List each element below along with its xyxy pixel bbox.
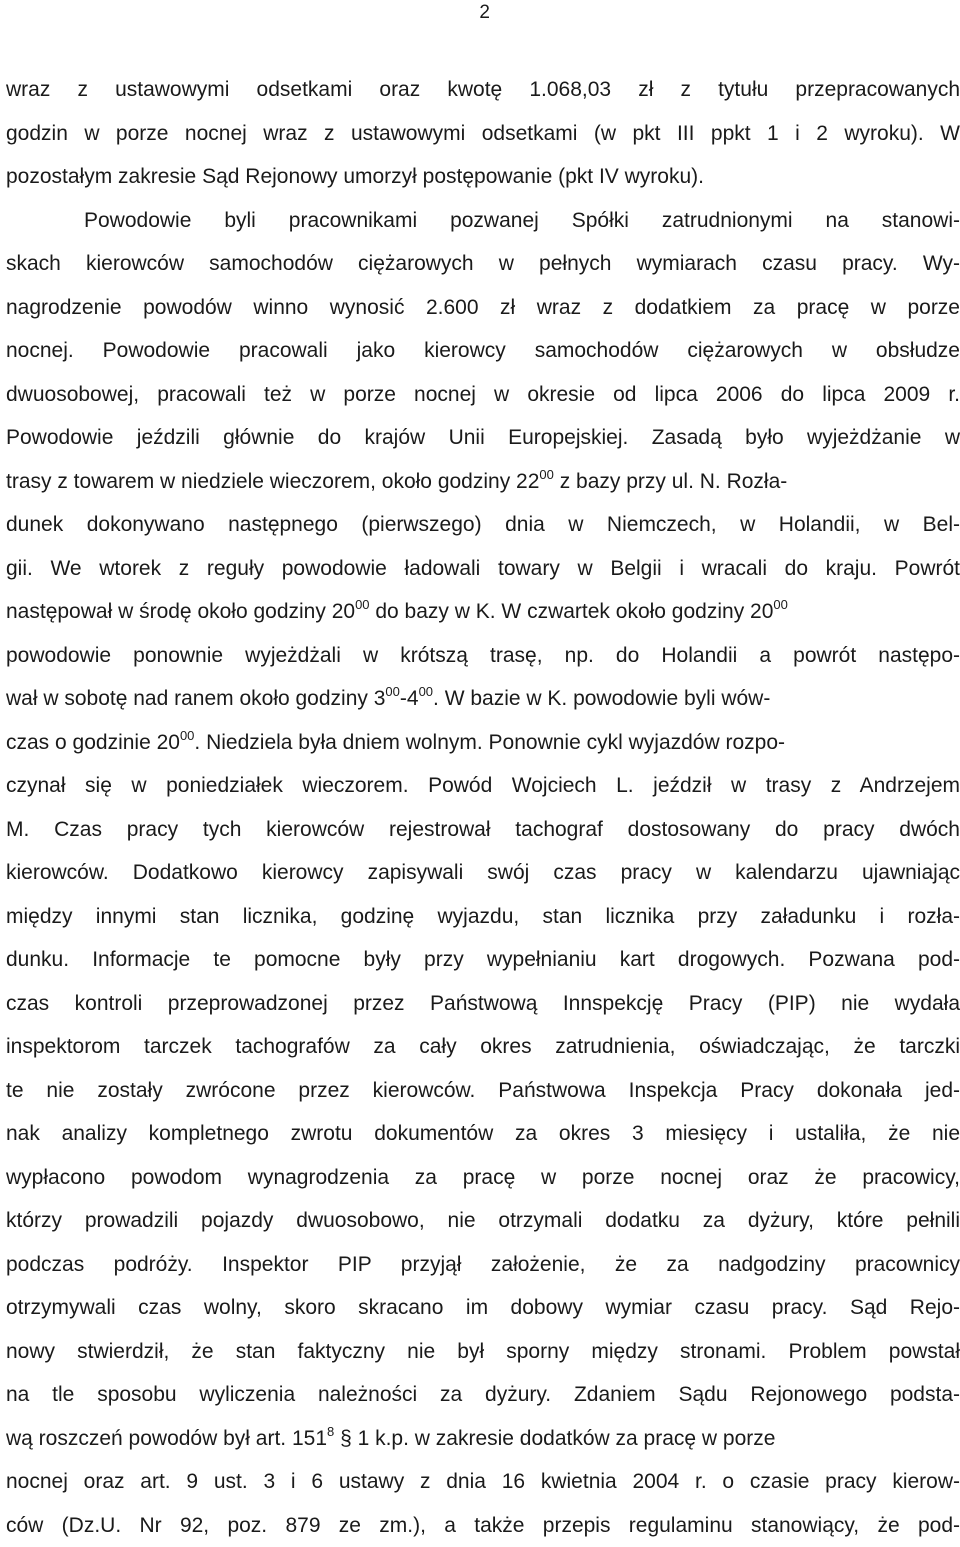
- text-line: dunek dokonywano następnego (pierwszego) dnia w Niemczech, w Holandii, w Bel-: [6, 503, 960, 547]
- text-line: pozostałym zakresie Sąd Rejonowy umorzył postępowanie (pkt IV wyroku).: [6, 155, 960, 199]
- text-segment: . W bazie w K. powodowie byli wów-: [433, 687, 770, 710]
- text-line: [6, 721, 960, 765]
- text-line: podczas podróży. Inspektor PIP przyjął założenie, że za nadgodziny pracownicy: [6, 1243, 960, 1287]
- text-line: powodowie ponownie wyjeżdżali w krótszą trasę, np. do Holandii a powrót następo-: [6, 634, 960, 678]
- page-number: 2: [479, 2, 490, 24]
- text-line: kierowców. Dodatkowo kierowcy zapisywali swój czas pracy w kalendarzu ujawniając: [6, 851, 960, 895]
- superscript: 00: [419, 684, 433, 699]
- text-line: wypłacono powodom wynagrodzenia za pracę w porze nocnej oraz że pracowicy,: [6, 1156, 960, 1200]
- document-body: [6, 68, 960, 1547]
- text-line: godzin w porze nocnej wraz z ustawowymi odsetkami (w pkt III ppkt 1 i 2 wyroku). W: [6, 112, 960, 156]
- text-line: gii. We wtorek z reguły powodowie ładowali towary w Belgii i wracali do kraju. Powrót: [6, 547, 960, 591]
- text-line: skach kierowców samochodów ciężarowych w pełnych wymiarach czasu pracy. Wy-: [6, 242, 960, 286]
- text-line: inspektorom tarczek tachografów za cały okres zatrudnienia, oświadczając, że tarczki: [6, 1025, 960, 1069]
- text-segment: czas o godzinie 20: [6, 731, 180, 754]
- text-line: czas kontroli przeprowadzonej przez Państwową Innspekcję Pracy (PIP) nie wydała: [6, 982, 960, 1026]
- text-segment: następował w środę około godziny 20: [6, 600, 355, 623]
- text-line: między innymi stan licznika, godzinę wyjazdu, stan licznika przy załadunku i rozła-: [6, 895, 960, 939]
- text-segment: -4: [400, 687, 419, 710]
- text-segment: trasy z towarem w niedziele wieczorem, około godziny 22: [6, 470, 539, 493]
- text-line: wraz z ustawowymi odsetkami oraz kwotę 1.068,03 zł z tytułu przepracowanych: [6, 68, 960, 112]
- text-line: [6, 590, 960, 634]
- text-line: Powodowie jeździli głównie do krajów Unii Europejskiej. Zasadą było wyjeżdżanie w: [6, 416, 960, 460]
- text-line: Powodowie byli pracownikami pozwanej Spółki zatrudnionymi na stanowi-: [6, 199, 960, 243]
- text-segment: z bazy przy ul. N. Rozła-: [554, 470, 787, 493]
- text-line: nak analizy kompletnego zwrotu dokumentów za okres 3 miesięcy i ustaliła, że nie: [6, 1112, 960, 1156]
- superscript: 00: [773, 597, 787, 612]
- text-segment: wą roszczeń powodów był art. 151: [6, 1427, 327, 1450]
- superscript: 8: [327, 1424, 334, 1439]
- superscript: 00: [180, 728, 194, 743]
- text-line: nagrodzenie powodów winno wynosić 2.600 zł wraz z dodatkiem za pracę w porze: [6, 286, 960, 330]
- superscript: 00: [539, 467, 553, 482]
- text-segment: do bazy w K. W czwartek około godziny 20: [370, 600, 774, 623]
- text-line: na tle sposobu wyliczenia należności za dyżury. Zdaniem Sądu Rejonowego podsta-: [6, 1373, 960, 1417]
- text-line: te nie zostały zwrócone przez kierowców. Państwowa Inspekcja Pracy dokonała jed-: [6, 1069, 960, 1113]
- text-line: [6, 1417, 960, 1461]
- text-line: ców (Dz.U. Nr 92, poz. 879 ze zm.), a także przepis regulaminu stanowiący, że pod-: [6, 1504, 960, 1547]
- text-line: czynał się w poniedziałek wieczorem. Powód Wojciech L. jeździł w trasy z Andrzejem: [6, 764, 960, 808]
- text-segment: . Niedziela była dniem wolnym. Ponownie cykl wyjazdów rozpo-: [194, 731, 785, 754]
- text-line: dwuosobowej, pracowali też w porze nocnej w okresie od lipca 2006 do lipca 2009 r.: [6, 373, 960, 417]
- text-line: nocnej oraz art. 9 ust. 3 i 6 ustawy z dnia 16 kwietnia 2004 r. o czasie pracy kierow-: [6, 1460, 960, 1504]
- text-line: M. Czas pracy tych kierowców rejestrował tachograf dostosowany do pracy dwóch: [6, 808, 960, 852]
- text-line: otrzymywali czas wolny, skoro skracano im dobowy wymiar czasu pracy. Sąd Rejo-: [6, 1286, 960, 1330]
- text-line: dunku. Informacje te pomocne były przy wypełnianiu kart drogowych. Pozwana pod-: [6, 938, 960, 982]
- text-line: którzy prowadzili pojazdy dwuosobowo, nie otrzymali dodatku za dyżury, które pełnili: [6, 1199, 960, 1243]
- text-segment: § 1 k.p. w zakresie dodatków za pracę w porze: [334, 1427, 775, 1450]
- text-line: [6, 460, 960, 504]
- text-segment: wał w sobotę nad ranem około godziny 3: [6, 687, 385, 710]
- text-line: [6, 677, 960, 721]
- superscript: 00: [385, 684, 399, 699]
- text-line: nowy stwierdził, że stan faktyczny nie był sporny między stronami. Problem powstał: [6, 1330, 960, 1374]
- superscript: 00: [355, 597, 369, 612]
- text-line: nocnej. Powodowie pracowali jako kierowcy samochodów ciężarowych w obsłudze: [6, 329, 960, 373]
